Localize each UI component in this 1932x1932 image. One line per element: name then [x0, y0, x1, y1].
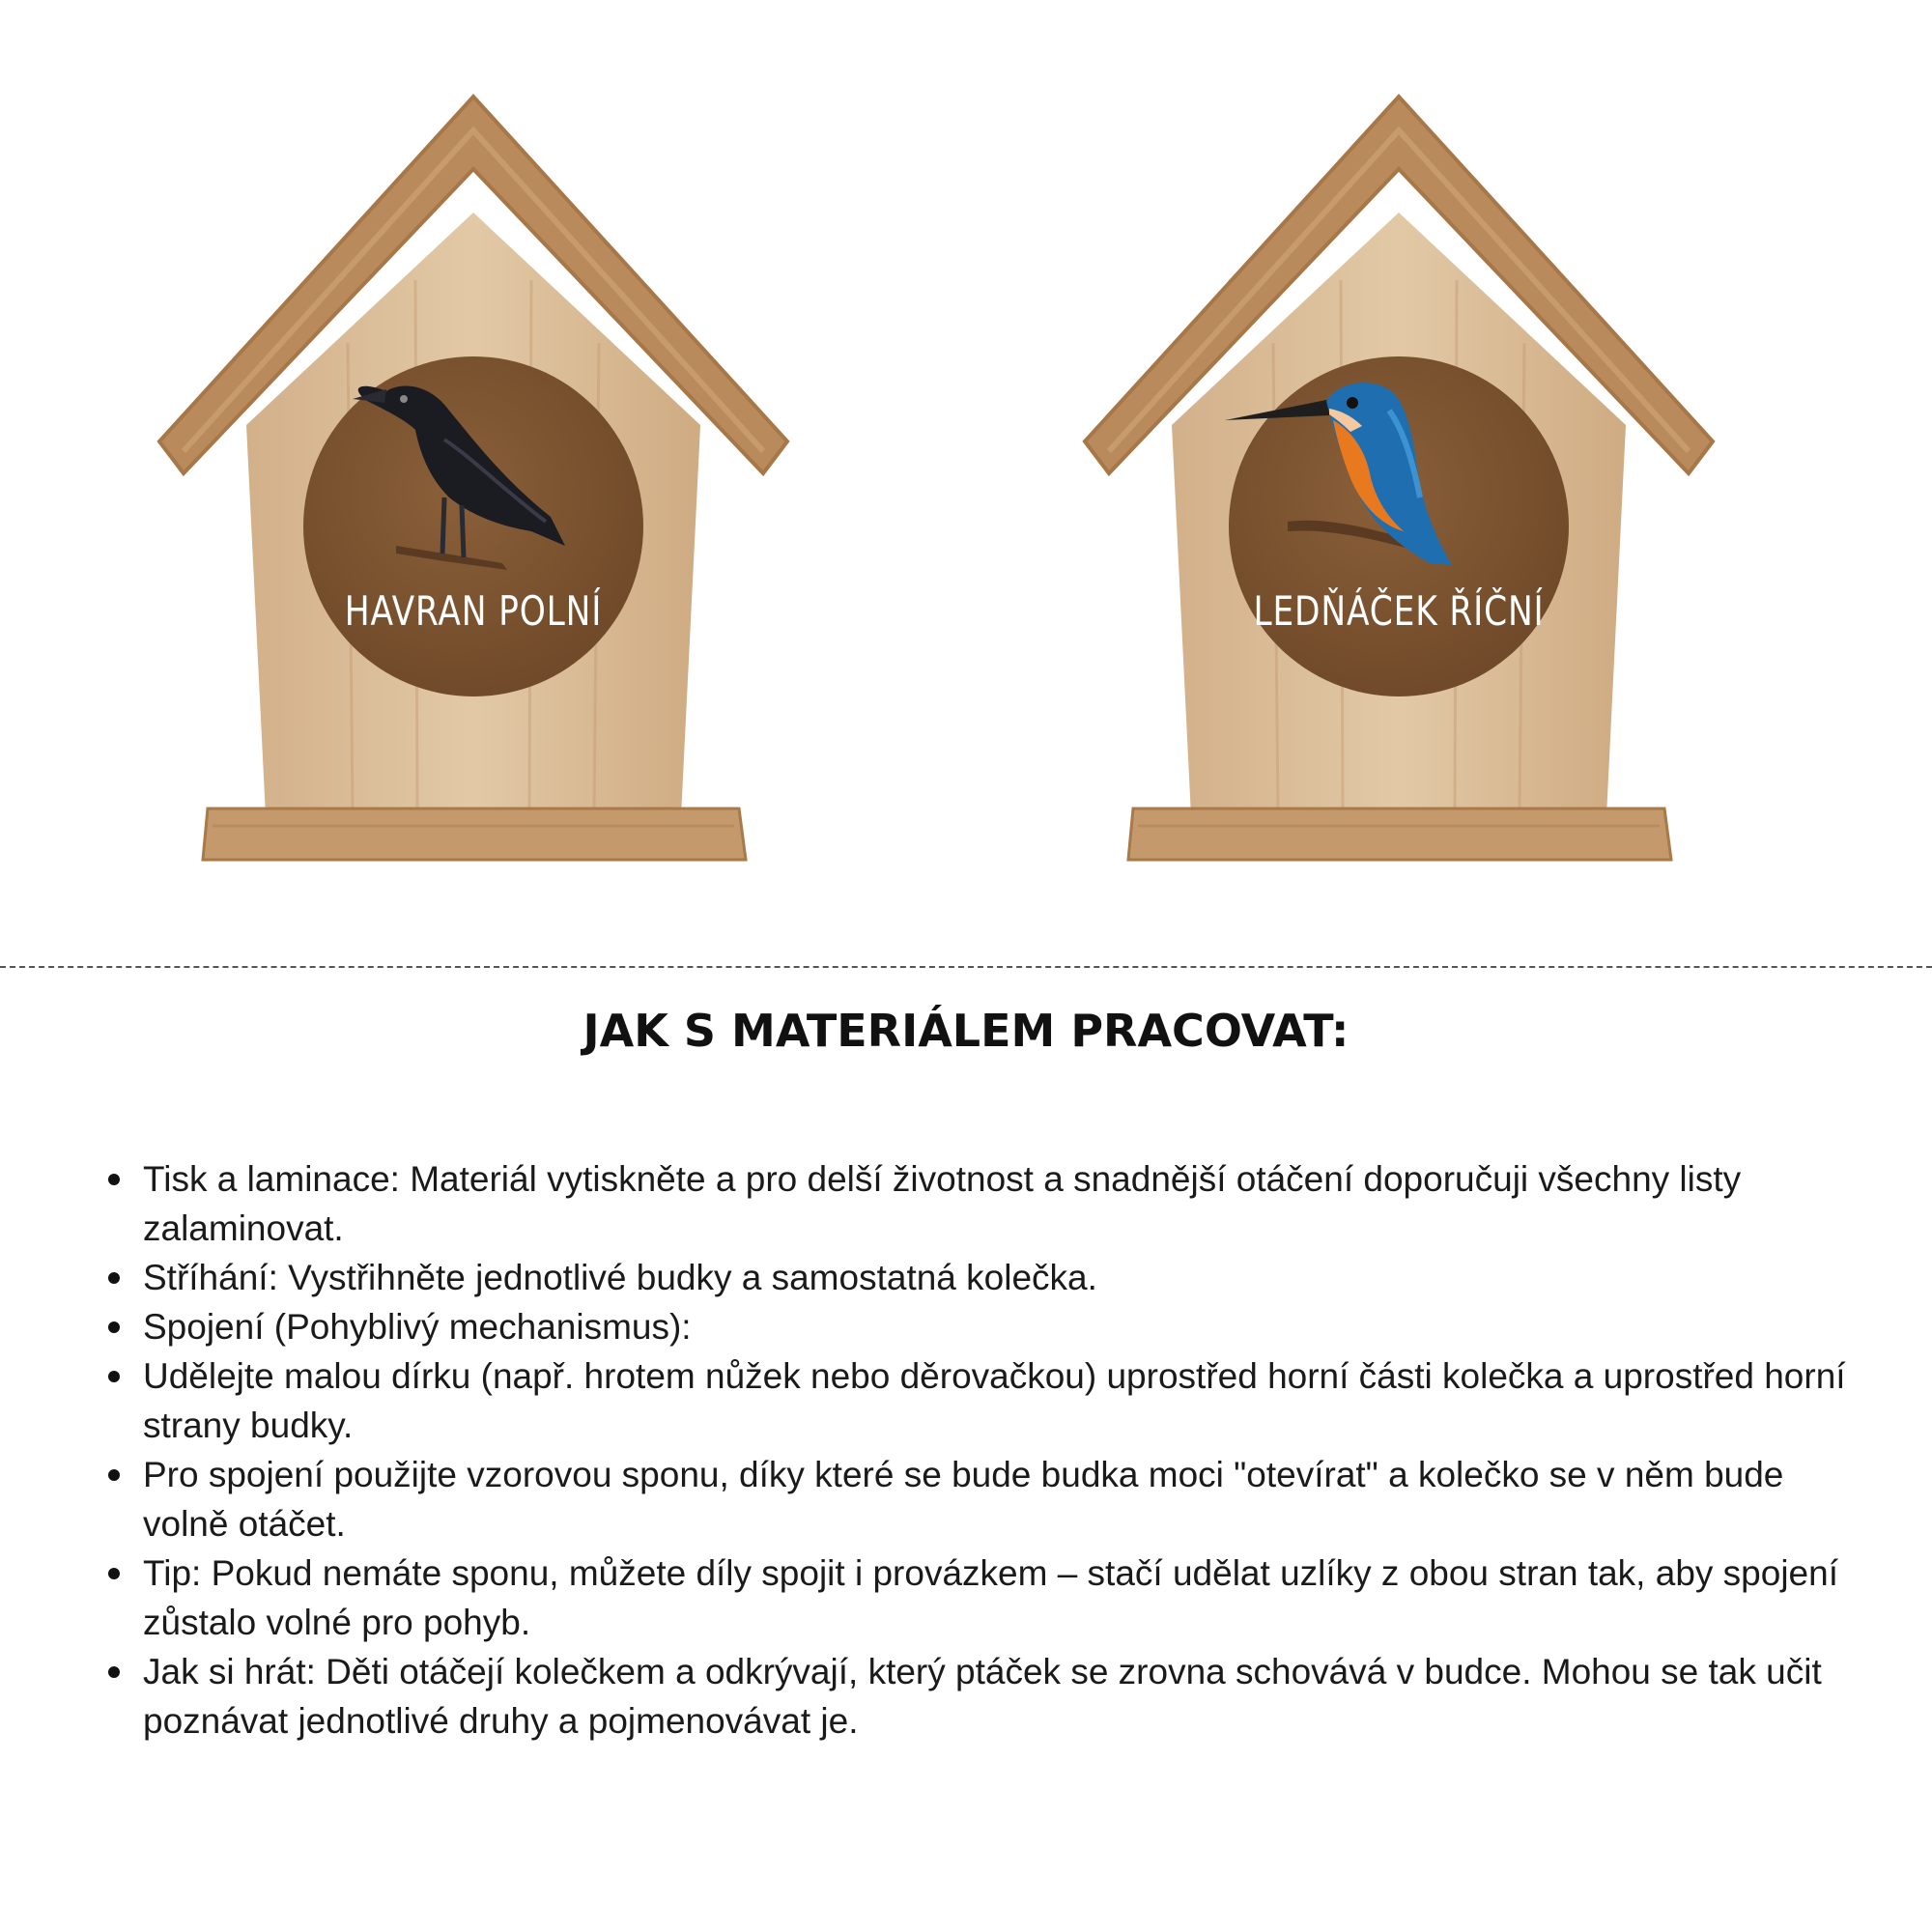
instruction-step: Pro spojení použijte vzorovou sponu, díky které se bude budka moci "otevírat" a kolečko se v něm bude volně otáčet.: [106, 1450, 1855, 1548]
bird-name-label: LEDŇÁČEK ŘÍČNÍ: [1253, 587, 1545, 635]
cut-line-divider: [0, 966, 1932, 968]
instructions-title: JAK S MATERIÁLEM PRACOVAT:: [582, 1005, 1350, 1057]
birdhouses-row: [0, 0, 1932, 927]
instruction-step: Jak si hrát: Děti otáčejí kolečkem a odkrývají, který ptáček se zrovna schovává v budce. Mohou se tak učit poznávat jednotlivé druhy a pojmenovávat je.: [106, 1647, 1855, 1746]
birdhouse-shape: [1080, 92, 1718, 874]
instruction-step: Udělejte malou dírku (např. hrotem nůžek nebo děrovačkou) uprostřed horní části kolečka a uprostřed horní strany budky.: [106, 1351, 1855, 1450]
birdhouse-raven: [155, 92, 792, 874]
instruction-step: Stříhání: Vystřihněte jednotlivé budky a samostatná kolečka.: [106, 1253, 1855, 1302]
instruction-step: Spojení (Pohyblivý mechanismus):: [106, 1302, 1855, 1351]
bird-name-label: HAVRAN POLNÍ: [344, 587, 603, 635]
instruction-step: Tisk a laminace: Materiál vytiskněte a pro delší životnost a snadnější otáčení doporučuji všechny listy zalaminovat.: [106, 1154, 1855, 1253]
birdhouse-kingfisher: [1080, 92, 1718, 874]
instructions-list: [106, 1154, 1855, 1746]
birdhouse-shape: [155, 92, 792, 874]
instruction-step: Tip: Pokud nemáte sponu, můžete díly spojit i provázkem – stačí udělat uzlíky z obou stran tak, aby spojení zůstalo volné pro pohyb.: [106, 1548, 1855, 1647]
